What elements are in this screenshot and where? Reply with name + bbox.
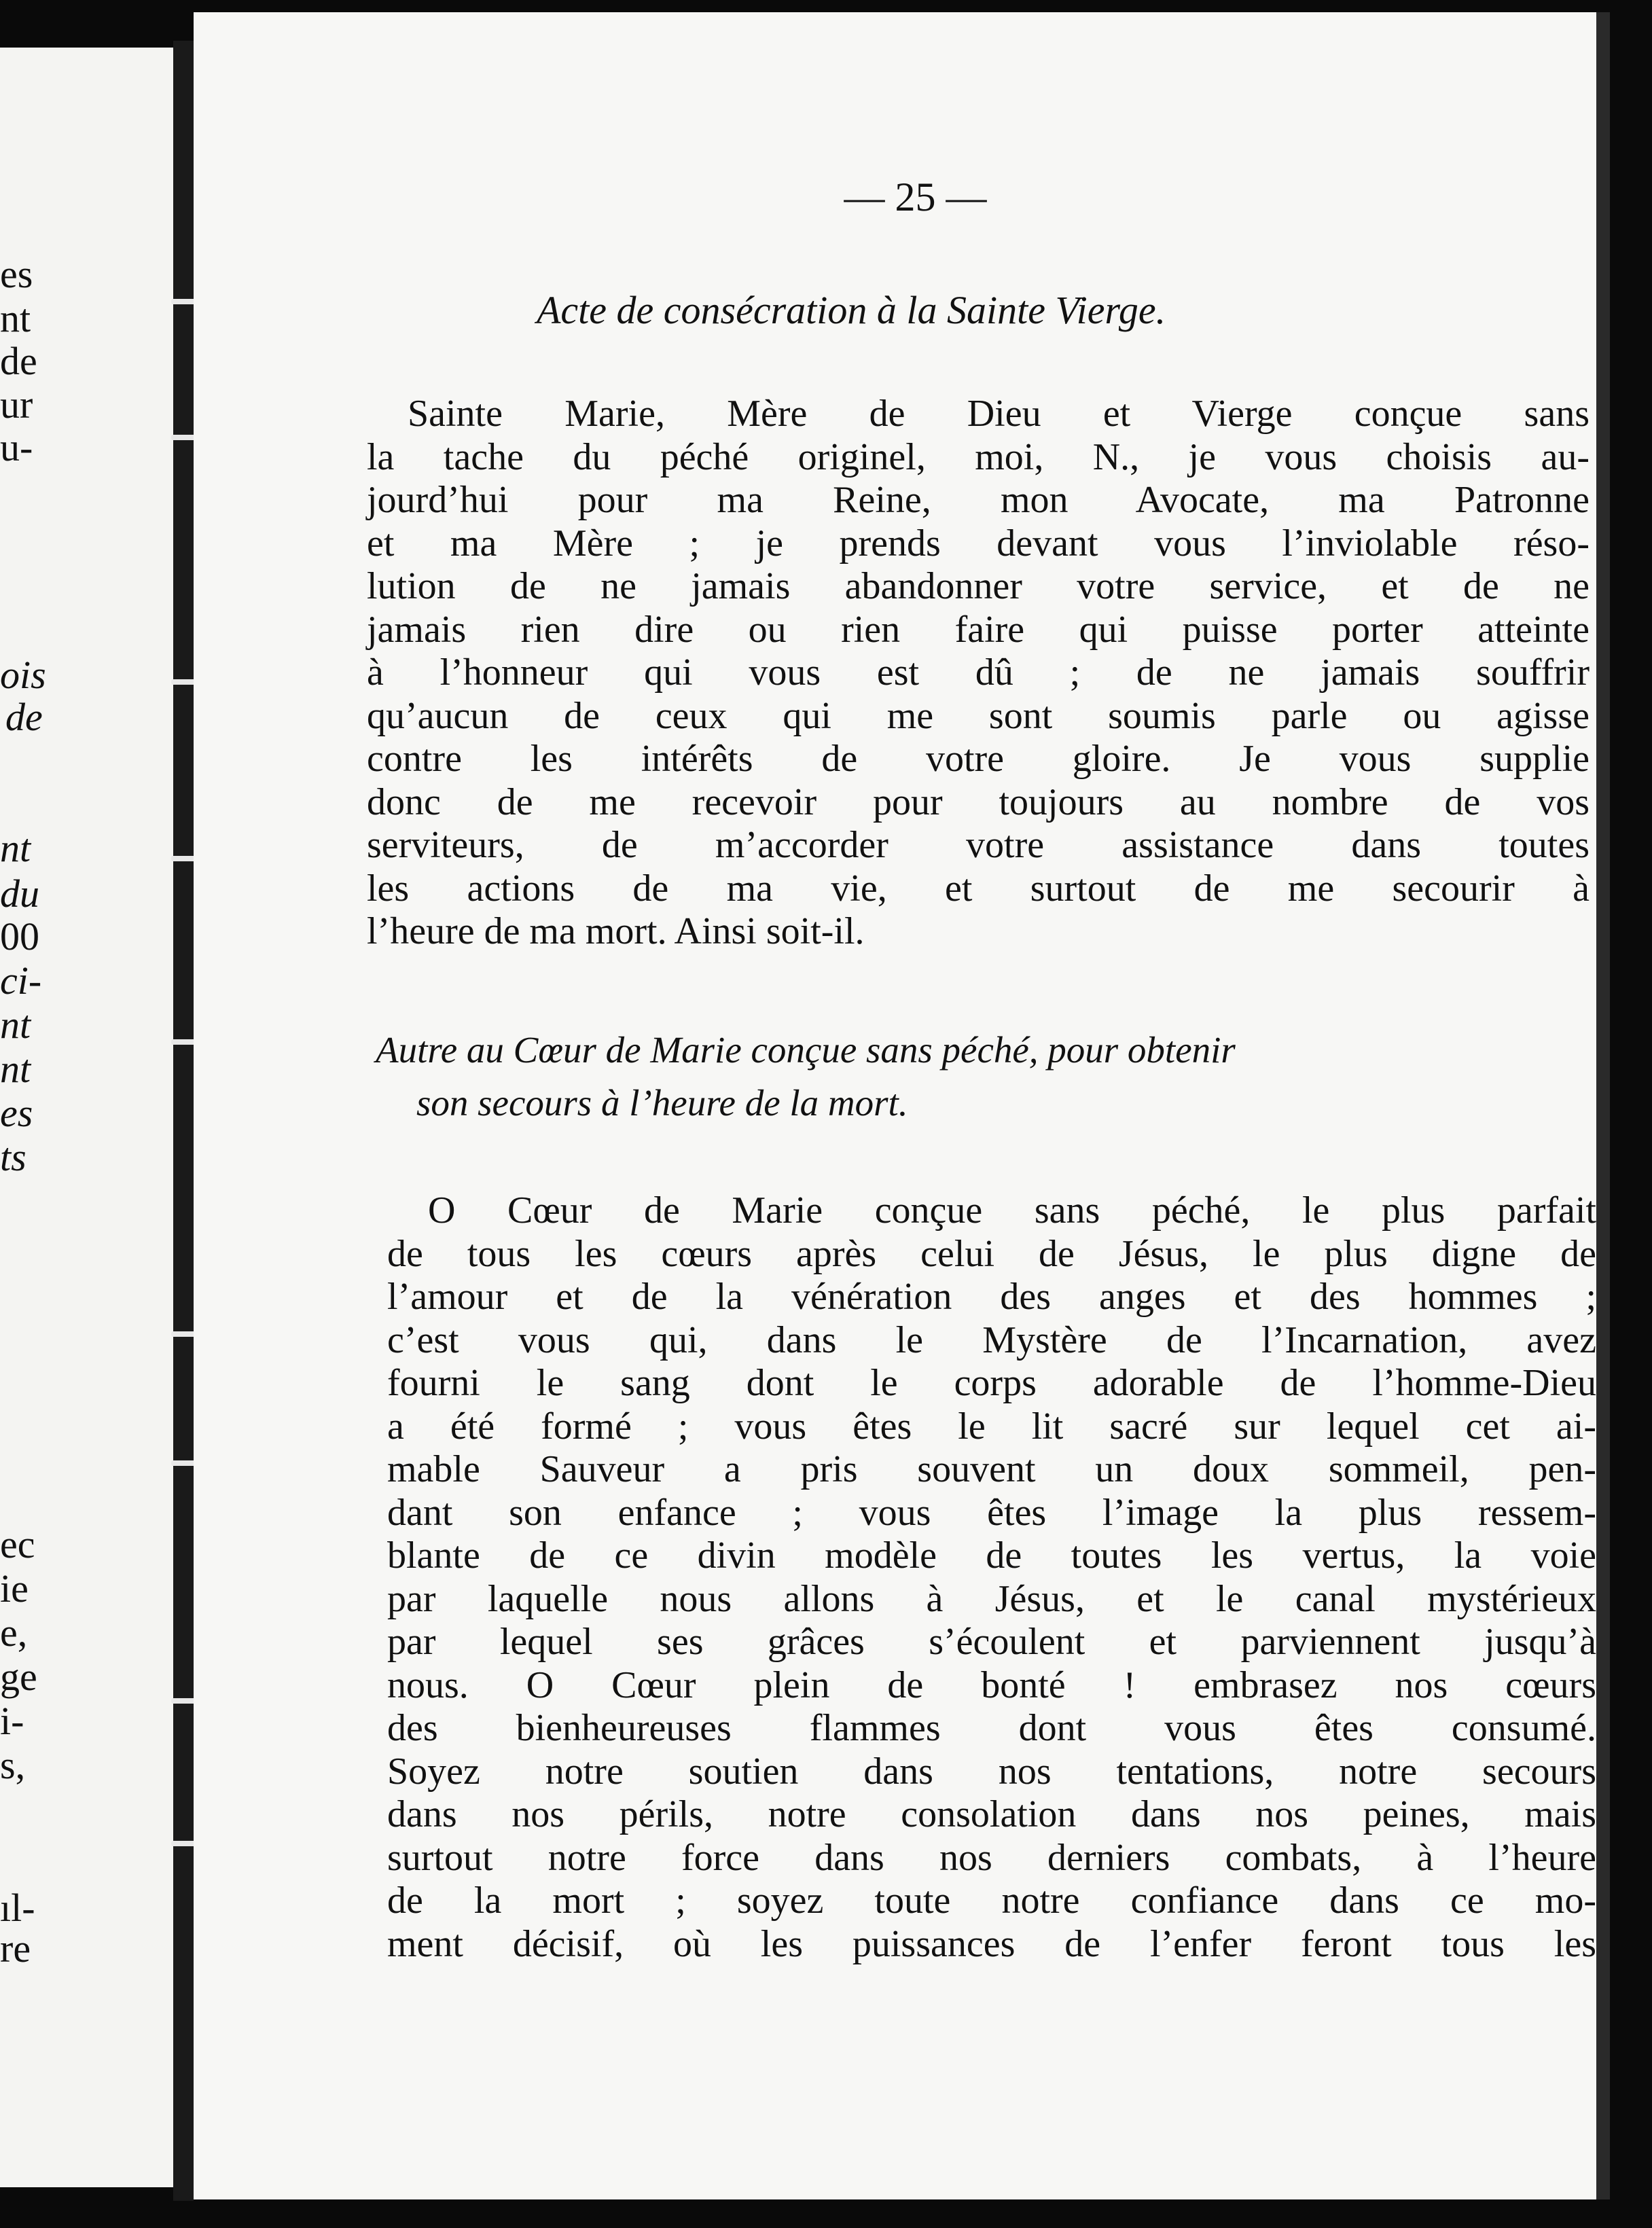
prayer-paragraph bbox=[387, 1189, 1596, 1966]
text-line: à l’honneur qui vous est dû ; de ne jamais souffrir bbox=[367, 651, 1590, 694]
binding-stitch bbox=[171, 299, 196, 304]
left-page-fragment: ge bbox=[0, 1655, 37, 1699]
text-line: l’heure de ma mort. Ainsi soit-il. bbox=[367, 910, 865, 952]
binding-stitch bbox=[171, 679, 196, 685]
binding-stitch bbox=[171, 1841, 196, 1846]
text-line: a été formé ; vous êtes le lit sacré sur lequel cet ai- bbox=[387, 1405, 1596, 1448]
left-page-fragment: u- bbox=[0, 425, 33, 469]
left-page-fragment: 00 bbox=[0, 914, 39, 958]
binding-stitch bbox=[171, 1039, 196, 1045]
left-page-fragment: ci- bbox=[0, 958, 42, 1003]
text-line: la tache du péché originel, moi, N., je vous choisis au- bbox=[367, 435, 1590, 478]
text-line: donc de me recevoir pour toujours au nombre de vos bbox=[367, 780, 1590, 823]
text-line: O Cœur de Marie conçue sans péché, le plus parfait bbox=[428, 1189, 1596, 1232]
left-page-fragment: du bbox=[0, 872, 39, 916]
left-page-fragment: s, bbox=[0, 1743, 26, 1787]
book-gutter bbox=[173, 41, 194, 2201]
section2-title-line2: son secours à l’heure de la mort. bbox=[416, 1082, 908, 1124]
left-page-fragment: nt bbox=[0, 296, 31, 340]
text-line: mable Sauveur a pris souvent un doux sommeil, pen- bbox=[387, 1448, 1596, 1490]
left-page-fragment: nt bbox=[0, 826, 31, 870]
left-page-fragment: ur bbox=[0, 382, 33, 427]
section1-title: Acte de consécration à la Sainte Vierge. bbox=[537, 288, 1166, 332]
binding-stitch bbox=[171, 856, 196, 861]
text-line: de la mort ; soyez toute notre confiance dans ce mo- bbox=[387, 1880, 1596, 1922]
text-line: contre les intérêts de votre gloire. Je vous supplie bbox=[367, 738, 1590, 780]
text-line: et ma Mère ; je prends devant vous l’inviolable réso- bbox=[367, 522, 1590, 564]
text-line: lution de ne jamais abandonner votre service, et de ne bbox=[367, 565, 1590, 607]
left-facing-page bbox=[0, 48, 173, 2187]
left-page-fragment: ts bbox=[0, 1135, 26, 1179]
text-line: fourni le sang dont le corps adorable de l’homme-Dieu bbox=[387, 1362, 1596, 1404]
text-line: blante de ce divin modèle de toutes les vertus, la voie bbox=[387, 1534, 1596, 1577]
text-line: Soyez notre soutien dans nos tentations, notre secours bbox=[387, 1750, 1596, 1793]
left-page-fragment: de bbox=[5, 695, 43, 739]
text-line: des bienheureuses flammes dont vous êtes consumé. bbox=[387, 1707, 1596, 1749]
binding-stitch bbox=[171, 435, 196, 440]
left-page-fragment: ıl- bbox=[0, 1886, 35, 1930]
text-line: Sainte Marie, Mère de Dieu et Vierge conçue sans bbox=[408, 393, 1590, 435]
consecration-paragraph bbox=[367, 393, 1590, 954]
left-page-fragment: ois bbox=[0, 653, 46, 697]
left-page-fragment: es bbox=[0, 1091, 33, 1135]
binding-stitch bbox=[171, 1698, 196, 1704]
left-page-fragment: ie bbox=[0, 1566, 29, 1611]
binding-stitch bbox=[171, 1460, 196, 1466]
left-page-fragment: nt bbox=[0, 1047, 31, 1091]
text-line: l’amour et de la vénération des anges et des hommes ; bbox=[387, 1276, 1596, 1318]
text-line: ment décisif, où les puissances de l’enfer feront tous les bbox=[387, 1922, 1596, 1965]
text-line: c’est vous qui, dans le Mystère de l’Incarnation, avez bbox=[387, 1318, 1596, 1361]
text-line: qu’aucun de ceux qui me sont soumis parle ou agisse bbox=[367, 694, 1590, 737]
text-line: jourd’hui pour ma Reine, mon Avocate, ma Patronne bbox=[367, 479, 1590, 521]
left-page-fragment: nt bbox=[0, 1003, 31, 1047]
binding-stitch bbox=[171, 1331, 196, 1337]
left-page-fragment: e, bbox=[0, 1611, 28, 1655]
text-line: jamais rien dire ou rien faire qui puisse porter atteinte bbox=[367, 608, 1590, 651]
text-line: nous. O Cœur plein de bonté ! embrasez nos cœurs bbox=[387, 1664, 1596, 1706]
left-page-fragment: re bbox=[0, 1926, 31, 1971]
text-line: serviteurs, de m’accorder votre assistance dans toutes bbox=[367, 824, 1590, 866]
text-line: de tous les cœurs après celui de Jésus, le plus digne de bbox=[387, 1232, 1596, 1275]
text-line: par laquelle nous allons à Jésus, et le canal mystérieux bbox=[387, 1577, 1596, 1620]
page-number: — 25 — bbox=[844, 175, 987, 219]
section2-title-line1: Autre au Cœur de Marie conçue sans péché, pour obtenir bbox=[376, 1029, 1236, 1071]
left-page-fragment: ec bbox=[0, 1522, 35, 1566]
left-page-fragment: de bbox=[0, 339, 37, 383]
left-page-fragment: i- bbox=[0, 1699, 24, 1743]
left-page-fragment: es bbox=[0, 252, 33, 296]
text-line: les actions de ma vie, et surtout de me secourir à bbox=[367, 867, 1590, 910]
text-line: par lequel ses grâces s’écoulent et parviennent jusqu’à bbox=[387, 1621, 1596, 1663]
page-edge-shadow bbox=[1596, 12, 1610, 2199]
text-line: dans nos périls, notre consolation dans nos peines, mais bbox=[387, 1793, 1596, 1835]
text-line: dant son enfance ; vous êtes l’image la plus ressem- bbox=[387, 1491, 1596, 1534]
text-line: surtout notre force dans nos derniers combats, à l’heure bbox=[387, 1836, 1596, 1879]
right-page bbox=[194, 12, 1596, 2199]
